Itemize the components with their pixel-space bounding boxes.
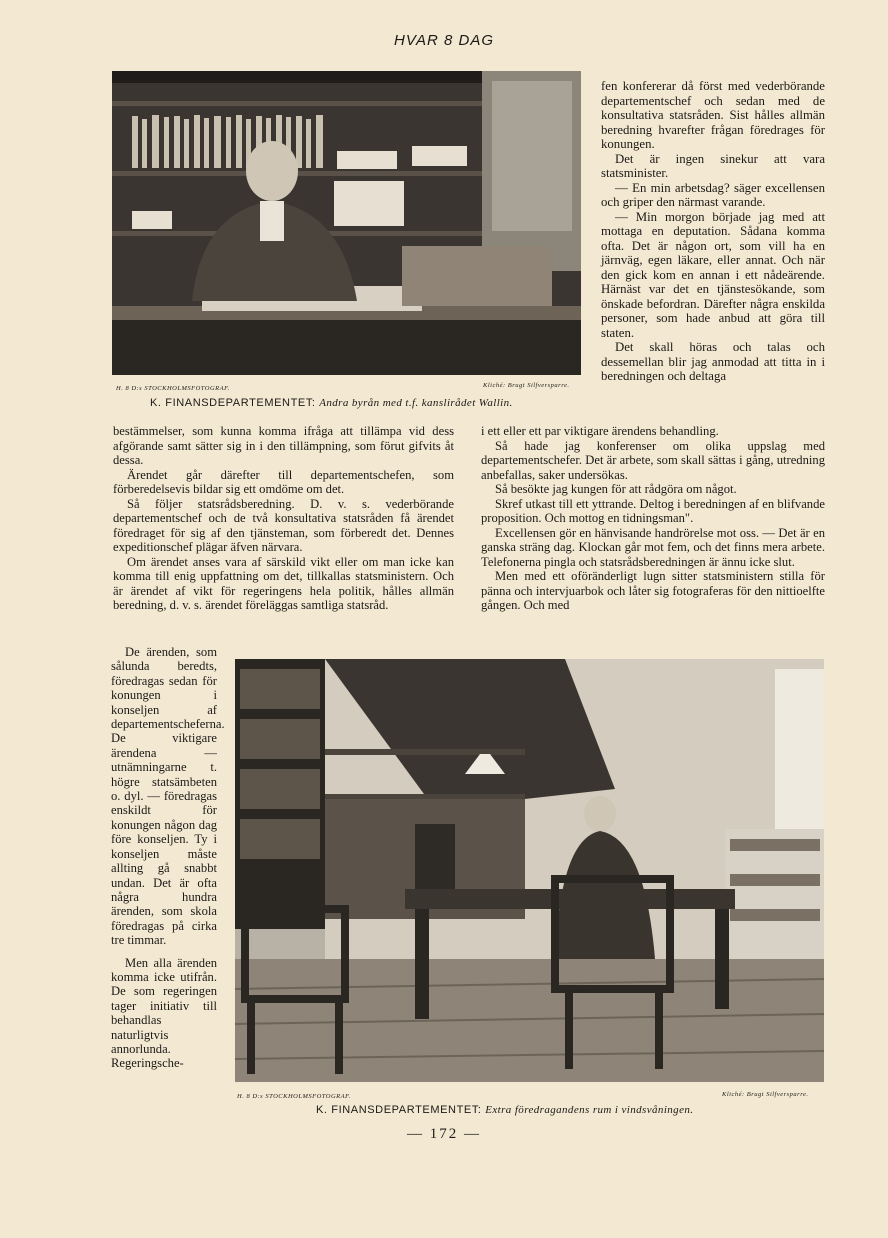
paragraph: fen konfererar då först med vederbörande departementschef och sedan med de konsultativa statsråden. Sist hålles allmän beredning hvarefter frågan föredrages för konungen. <box>601 79 825 151</box>
text-right-top <box>601 79 825 384</box>
photo-top-caption <box>150 397 513 409</box>
photo-top-credit-right: Kliché: Brugt Silfversparre. <box>483 382 570 389</box>
paragraph: Det skall höras och talas och dessemellan blir jag anmodad att titta in i beredningen och deltaga <box>601 340 825 383</box>
photo-top-credit-left: H. 8 D:s STOCKHOLMSFOTOGRAF. <box>116 385 230 392</box>
paragraph: Det är ingen sinekur att vara statsminister. <box>601 151 825 180</box>
paragraph: — Min morgon började jag med att mottaga en deputation. Sådana komma ofta. Det är någon ort, som vill ha en järnväg, egen läkare, eller annat. Och när den gick kom en annan i ett nådeärende. Härnäst var det en tjänstesökande, som önskade befordran. Därefter några enskilda personer, som hade anbud att göra till staten. <box>601 209 825 340</box>
photo-bottom-caption-prefix: K. FINANSDEPARTEMENTET: <box>316 1104 482 1116</box>
text-left-narrow <box>111 645 225 1071</box>
photo-attic-room <box>235 659 824 1082</box>
paragraph: Så besökte jag kungen för att rådgöra om något. <box>495 482 737 496</box>
text-left-mid <box>113 424 454 613</box>
paragraph: Men alla ärenden komma icke utifrån. De som regeringen tager initiativ till behandlas naturligtvis annorlunda. Regeringsche- <box>111 955 217 1071</box>
photo-bottom-credit-left: H. 8 D:s STOCKHOLMSFOTOGRAF. <box>237 1093 351 1100</box>
paragraph: Så följer statsrådsberedning. D. v. s. vederbörande departementschef och de två konsultativa statsråden få ärendet föredraget för sig af den tjänsteman, som förberedt det. Dennes expeditionschef plägar äfven närvara. <box>113 496 454 554</box>
photo-bottom-caption-text: Extra föredragandens rum i vindsvåningen. <box>485 1104 694 1116</box>
photo-bottom-credit-right: Kliché: Brugt Silfversparre. <box>722 1091 809 1098</box>
paragraph: Skref utkast till ett yttrande. Deltog i beredningen af en blifvande proposition. Och mottog en tidningsman". <box>481 496 825 525</box>
text-right-mid <box>481 424 825 613</box>
paragraph: — En min arbetsdag? säger excellensen och griper den närmast varande. <box>601 180 825 209</box>
photo-attic-room-image <box>235 659 824 1082</box>
photo-top-caption-text: Andra byrån med t.f. kanslirådet Wallin. <box>319 397 513 409</box>
paragraph: Om ärendet anses vara af särskild vikt eller om man icke kan komma till enig uppfattning om det, tillkallas statsministern. Och är ärendet af vikt för regeringens hela politik, hålles allmän beredning, d. v. s. ärendet föreläggas samtliga statsråd. <box>113 554 454 612</box>
photo-office-wallin-image <box>112 71 581 375</box>
photo-top-caption-prefix: K. FINANSDEPARTEMENTET: <box>150 397 316 409</box>
photo-office-wallin <box>112 71 581 375</box>
paragraph: Men med ett oföränderligt lugn sitter statsministern stilla för pänna och intervjuarbok och låter sig fotograferas för den nittioelfte gången. Och med <box>481 569 825 612</box>
running-head: HVAR 8 DAG <box>393 32 495 49</box>
paragraph: Ärendet går därefter till departementschefen, som förberedelsevis bildar sig ett omdöme om det. <box>113 467 454 496</box>
paragraph: bestämmelser, som kunna komma ifråga att tillämpa vid dess afgörande samt sätter sig in i den tillämpning, som förut gifvits åt dessa. <box>113 424 454 467</box>
paragraph: De ärenden, som sålunda beredts, föredragas sedan för konungen i konseljen af departementscheferna. De viktigare ärendena — utnämningarne t. högre statsämbeten o. dyl. — föredragas enskildt för konungen någon dag före konseljen. Ty i konseljen måste allting gå snabbt undan. Det är ofta några hundra ärenden, som skola föredragas på cirka tre timmar. <box>111 645 225 948</box>
paragraph: Så hade jag konferenser om olika uppslag med departementschefer. Det är arbete, som skall sättas i gång, utredning anbefallas, saker undersökas. <box>481 438 825 482</box>
page-number: — 172 — <box>407 1126 481 1142</box>
paragraph: Excellensen gör en hänvisande handrörelse mot oss. — Det är en ganska sträng dag. Klockan går mot fem, och det finns mera arbete. Telefonerna pingla och statsrådsberedningen är ännu icke slut. <box>481 525 825 569</box>
photo-bottom-caption <box>316 1104 693 1116</box>
paragraph: i ett eller ett par viktigare ärendens behandling. <box>481 424 719 438</box>
